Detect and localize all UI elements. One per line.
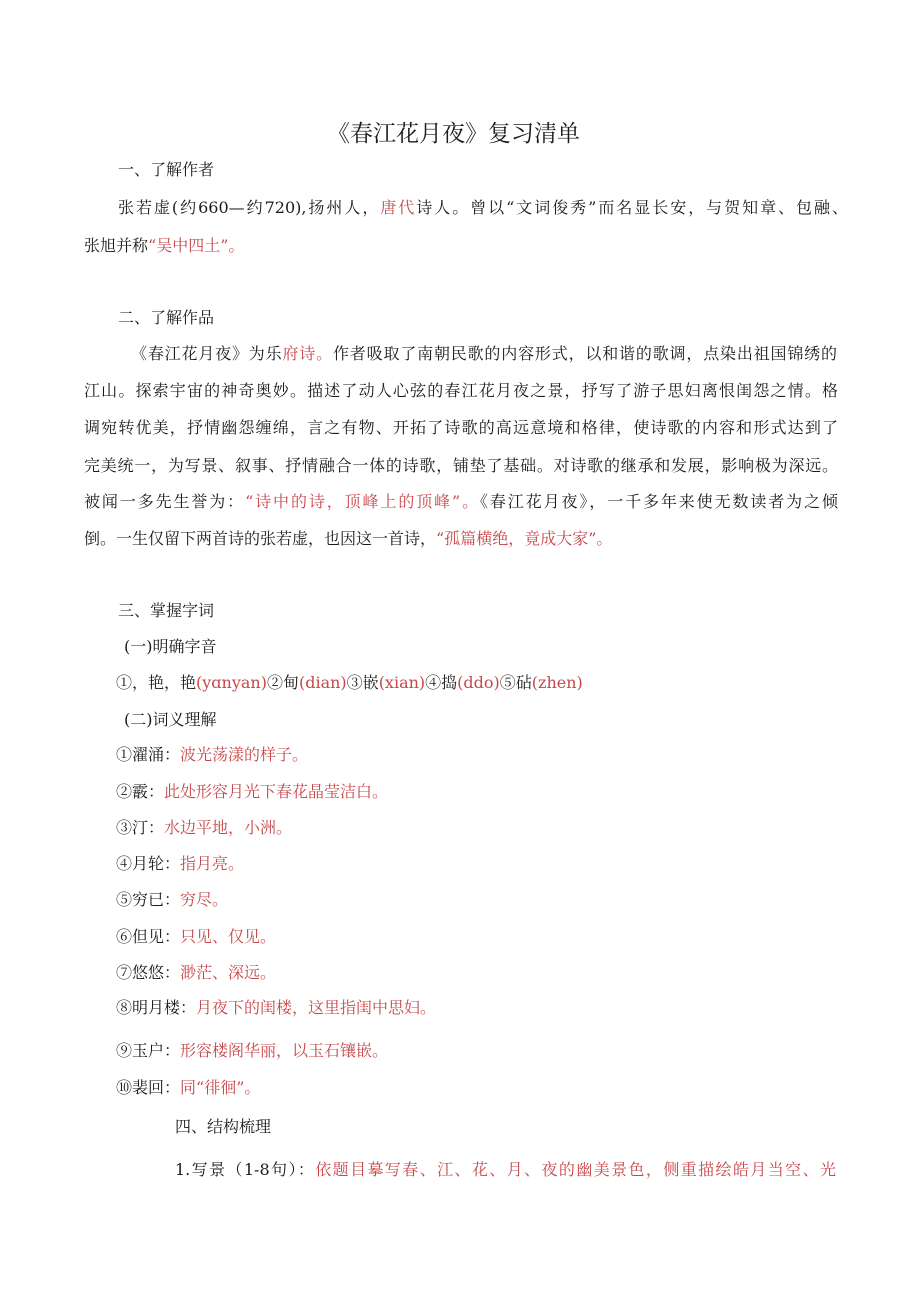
word-item [116,1041,388,1061]
dynasty-highlight: 唐代 [380,198,417,217]
work-paragraph-line-6 [84,529,612,549]
title-highlight: “吴中四土”。 [148,236,245,255]
word-term: ⑨玉户： [116,1041,181,1060]
work-paragraph-line-1 [131,344,837,364]
work-paragraph-line-3: 调宛转优美，抒情幽怨缠绵，言之有物、开拓了诗歌的高远意境和格律，使诗歌的内容和形式达到了 [84,418,838,437]
word-item [116,963,276,983]
work-text: 作者吸取了南朝民歌的内容形式，以和谐的歌调，点染出祖国锦绣的 [332,344,837,363]
pron-char: ⑤砧 [499,673,532,692]
author-text: 张若虚(约660—约720),扬州人， [118,198,381,217]
word-item [116,998,436,1018]
author-text: 张旭并称 [84,236,149,255]
pron-pinyin: (xian) [378,673,426,692]
work-text: 《春江花月夜》，一千多年来使无数读者为之倾 [480,492,838,511]
work-paragraph-line-2: 江山。探索宇宙的神奇奥妙。描述了动人心弦的春江花月夜之景，抒写了游子思妇离恨闺怨之情。格 [84,381,838,400]
structure-description: 依题目摹写春、江、花、月、夜的幽美景色，侧重描绘皓月当空、光 [315,1160,836,1179]
work-text: 倒。一生仅留下两首诗的张若虚，也因这一首诗， [84,529,437,548]
pron-pinyin: (yɑnyan) [196,673,267,692]
word-definition: 波光荡漾的样子。 [180,745,309,764]
structure-label: 1.写景（1-8句）： [175,1160,316,1179]
word-definition: 渺茫、深远。 [180,963,277,982]
word-term: ③汀： [116,818,165,837]
structure-line-1 [175,1160,836,1180]
work-text: 被闻一多先生誉为： [84,492,246,511]
genre-highlight: 府诗。 [282,344,333,363]
word-item [116,818,292,838]
author-paragraph-line-2 [84,236,244,256]
section-heading-vocabulary: 三、掌握字词 [118,601,215,620]
word-term: ⑦悠悠： [116,963,181,982]
word-term: ⑧明月楼： [116,998,197,1017]
word-term: ⑥但见： [116,927,181,946]
author-text: 诗人。曾以“文词俊秀”而名显长安，与贺知章、包融、 [416,198,848,217]
word-term: ④月轮： [116,854,181,873]
word-item [116,782,388,802]
word-item [116,890,228,910]
word-term: ⑩裴回： [116,1078,181,1097]
word-definition: 月夜下的闺楼，这里指闺中思妇。 [196,998,437,1017]
word-definition: 水边平地，小洲。 [164,818,293,837]
author-paragraph-line-1 [118,198,848,218]
work-paragraph-line-5 [84,492,838,512]
subheading-pronunciation: (一)明确字音 [124,637,217,656]
section-heading-author: 一、了解作者 [118,160,215,179]
work-paragraph-line-4: 完美统一，为写景、叙事、抒情融合一体的诗歌，铺垫了基础。对诗歌的继承和发展，影响极为深远。 [84,456,838,475]
word-item [116,1078,260,1098]
word-item [116,927,276,947]
pron-char: ③嵌 [346,673,379,692]
subheading-word-meaning: (二)词义理解 [124,710,217,729]
word-definition: 此处形容月光下春花晶莹洁白。 [164,782,389,801]
word-definition: 只见、仅见。 [180,927,277,946]
word-definition: 穷尽。 [180,890,229,909]
pron-pinyin: (dian) [298,673,347,692]
praise-highlight: “诗中的诗，顶峰上的顶峰”。 [245,492,481,511]
praise-highlight: “孤篇横绝，竟成大家”。 [436,529,613,548]
word-definition: 同“徘徊”。 [180,1078,261,1097]
pron-char: ②甸 [266,673,299,692]
section-heading-structure: 四、结构梳理 [175,1117,272,1136]
pron-char: ④捣 [425,673,458,692]
word-term: ①濯涌： [116,745,181,764]
pronunciation-line [116,673,583,693]
work-text: 《春江花月夜》为乐 [131,344,283,363]
word-definition: 指月亮。 [180,854,245,873]
page-title: 《春江花月夜》复习清单 [327,121,580,147]
pron-pinyin: (zhen) [531,673,583,692]
section-heading-work: 二、了解作品 [118,308,215,327]
word-definition: 形容楼阁华丽，以玉石镶嵌。 [180,1041,389,1060]
word-term: ⑤穷已： [116,890,181,909]
pron-pinyin: (ddo) [457,673,500,692]
pron-char: ①，艳，艳 [116,673,197,692]
word-item [116,745,308,765]
word-term: ②霰： [116,782,165,801]
word-item [116,854,244,874]
